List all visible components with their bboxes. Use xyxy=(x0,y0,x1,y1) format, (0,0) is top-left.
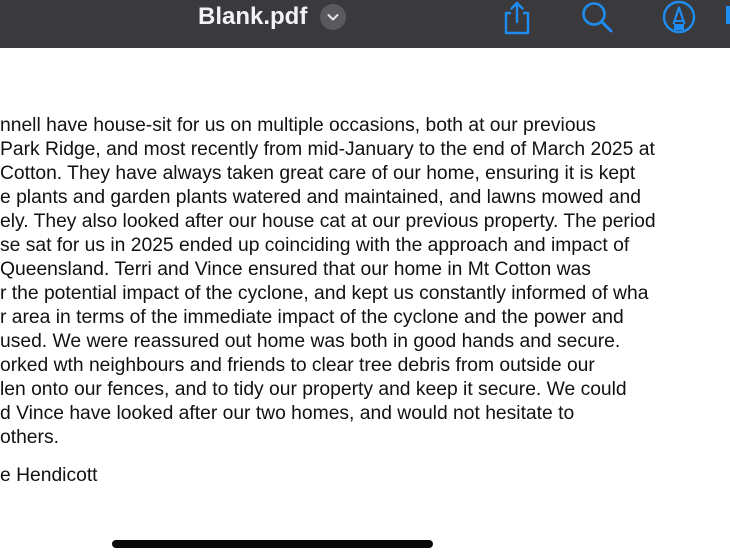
home-indicator[interactable] xyxy=(112,540,433,548)
letter-line: orked wth neighbours and friends to clear tree debris from outside our xyxy=(0,355,595,376)
letter-line: Park Ridge, and most recently from mid-January to the end of March 2025 at xyxy=(0,139,655,160)
letter-line: Cotton. They have always taken great care of our home, ensuring it is kept xyxy=(0,163,636,184)
search-button[interactable] xyxy=(580,0,614,34)
markup-pen-icon xyxy=(661,0,697,36)
letter-line: r area in terms of the immediate impact of the cyclone and the power and xyxy=(0,307,624,328)
letter-line: se sat for us in 2025 ended up coinciding with the approach and impact of xyxy=(0,235,630,256)
chevron-down-icon xyxy=(320,4,346,30)
title-menu-button[interactable] xyxy=(320,4,346,30)
letter-line: d Vince have looked after our two homes, and would not hesitate to xyxy=(0,403,575,424)
letter-line: e plants and garden plants watered and maintained, and lawns mowed and xyxy=(0,187,641,208)
letter-line: len onto our fences, and to tidy our property and keep it secure. We could xyxy=(0,379,627,400)
document-title[interactable]: Blank.pdf xyxy=(198,3,308,30)
letter-line: r the potential impact of the cyclone, and kept us constantly informed of wha xyxy=(0,283,649,304)
signature-line: e Hendicott xyxy=(0,465,98,486)
letter-line: nnell have house-sit for us on multiple occasions, both at our previous xyxy=(0,115,596,136)
overflow-toolbar-item[interactable] xyxy=(726,6,730,24)
letter-line: Queensland. Terri and Vince ensured that our home in Mt Cotton was xyxy=(0,259,591,280)
share-button[interactable] xyxy=(500,0,534,36)
letter-line: used. We were reassured out home was both in good hands and secure. xyxy=(0,331,621,352)
letter-line: others. xyxy=(0,427,59,448)
share-icon xyxy=(500,0,534,36)
markup-button[interactable] xyxy=(661,0,697,36)
search-icon xyxy=(580,0,614,34)
viewer-toolbar xyxy=(0,0,730,48)
letter-line: ely. They also looked after our house cat at our previous property. The period xyxy=(0,211,656,232)
